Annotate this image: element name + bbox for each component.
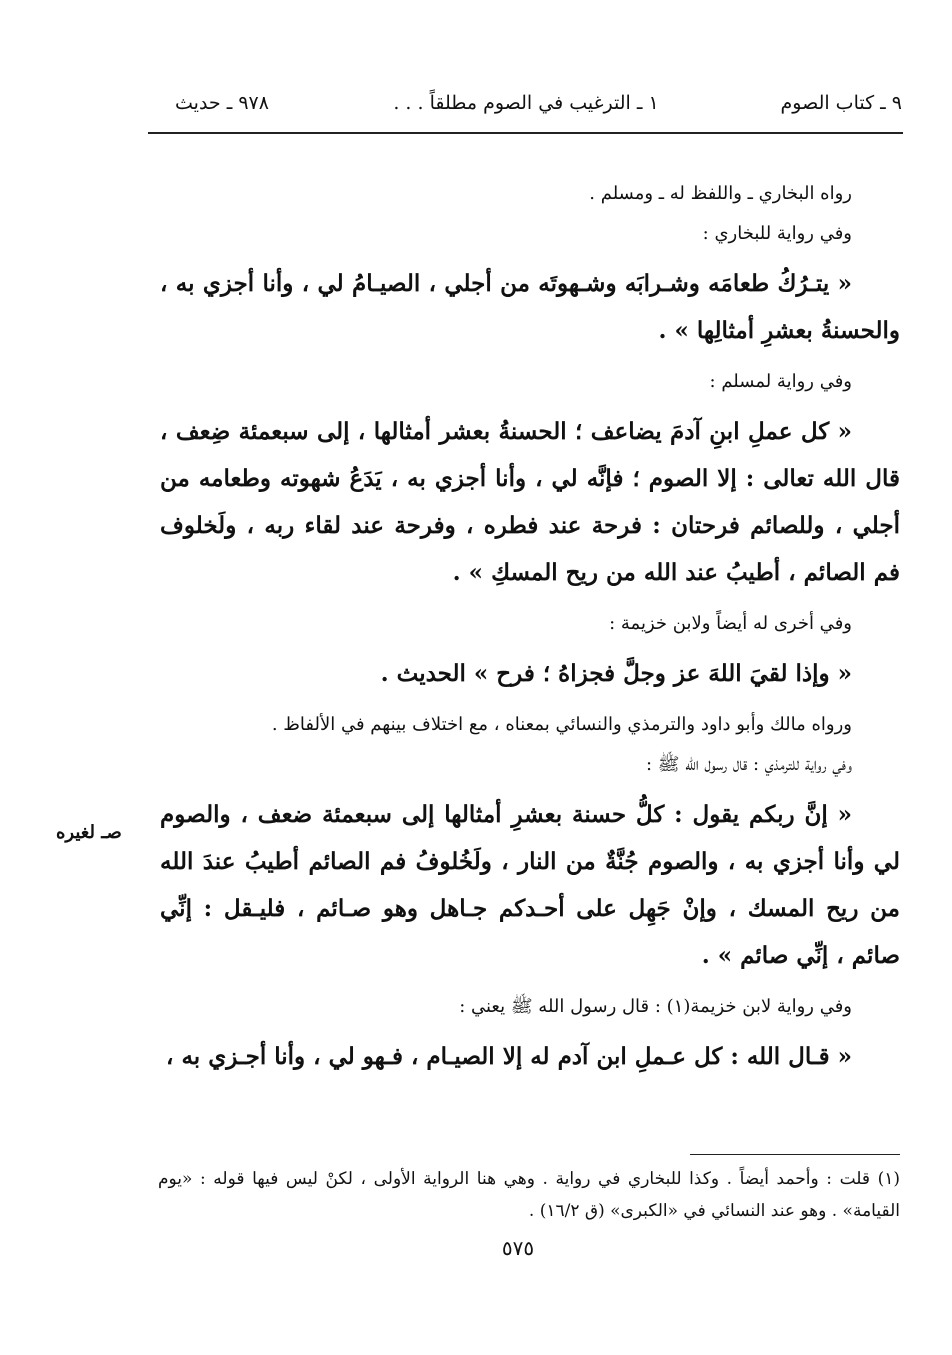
hadith-text: « كل عملِ ابنِ آدمَ يضاعف ؛ الحسنةُ بعشر أمثالها ، إلى سبعمئة ضِعف ، قال الله تعالى : إلا الصوم ؛ فإنَّه لي ، وأنا أجزي به ، يَدَعُ شهوته وطعامه من أجلي ، وللصائم فرحتان : فرحة عند فطره ، وفرحة عند لقاء ربه ، ولَخلوف فم الصائم ، أطيبُ عند الله من ريح المسكِ » . (160, 418, 900, 586)
hadith-text: « يتـرُكُ طعامَه وشـرابَه وشـهوتَه من أجلي ، الصيـامُ لي ، وأنا أجزي به ، والحسنةُ بعشرِ أمثالِها » . (160, 270, 900, 344)
hadith-text: « إنَّ ربكم يقول : كلُّ حسنة بعشرِ أمثالها إلى سبعمئة ضعف ، والصوم لي وأنا أجزي به ، والصوم جُنَّةٌ من النار ، ولَخُلوفُ فم الصائم أطيبُ عندَ الله من ريح المسك ، وإنْ جَهِل على أحـدكم جـاهل وهو صـائم ، فليـقل : إنِّي صائم ، إنِّي صائم » . (160, 801, 900, 969)
narration-intro: وفي رواية للترمذي : قال رسول الله ﷺ : (645, 754, 852, 775)
section-title: ١ ـ الترغيب في الصوم مطلقاً . . . (393, 92, 659, 114)
header-divider (148, 132, 903, 134)
page-number: ٥٧٥ (501, 1236, 535, 1260)
grading-margin-note: صـ لغيره (56, 822, 122, 843)
hadith-number: ٩٧٨ ـ حديث (175, 92, 269, 114)
narration-source: ورواه مالك وأبو داود والترمذي والنسائي بمعناه ، مع اختلاف بينهم في الألفاظ . (271, 714, 852, 735)
narration-intro: وفي أخرى له أيضاً ولابن خزيمة : (609, 613, 852, 634)
main-text (160, 180, 900, 1094)
running-header (150, 92, 902, 126)
narration-source: رواه البخاري ـ واللفظ له ـ ومسلم . (589, 183, 852, 204)
chapter-title: ٩ ـ كتاب الصوم (780, 92, 902, 114)
hadith-text: « وإذا لقيَ اللهَ عز وجلَّ فجزاهُ ؛ فرح » الحديث . (380, 660, 852, 687)
narration-intro: وفي رواية لابن خزيمة(١) : قال رسول الله ﷺ يعني : (459, 996, 852, 1017)
narration-intro: وفي رواية للبخاري : (702, 223, 852, 244)
footnote-divider (690, 1154, 900, 1155)
narration-intro: وفي رواية لمسلم : (709, 371, 852, 392)
footnote: (١) قلت : وأحمد أيضاً . وكذا للبخاري في رواية . وهي هنا الرواية الأولى ، لكنْ ليس فيها قوله : «يوم القيامة» . وهو عند النسائي في «الكبرى» (ق ١٦/٢) . (158, 1169, 900, 1221)
hadith-text: « قـال الله : كل عـملِ ابن آدم له إلا الصيـام ، فـهو لي ، وأنا أجـزي به ، (166, 1043, 852, 1070)
